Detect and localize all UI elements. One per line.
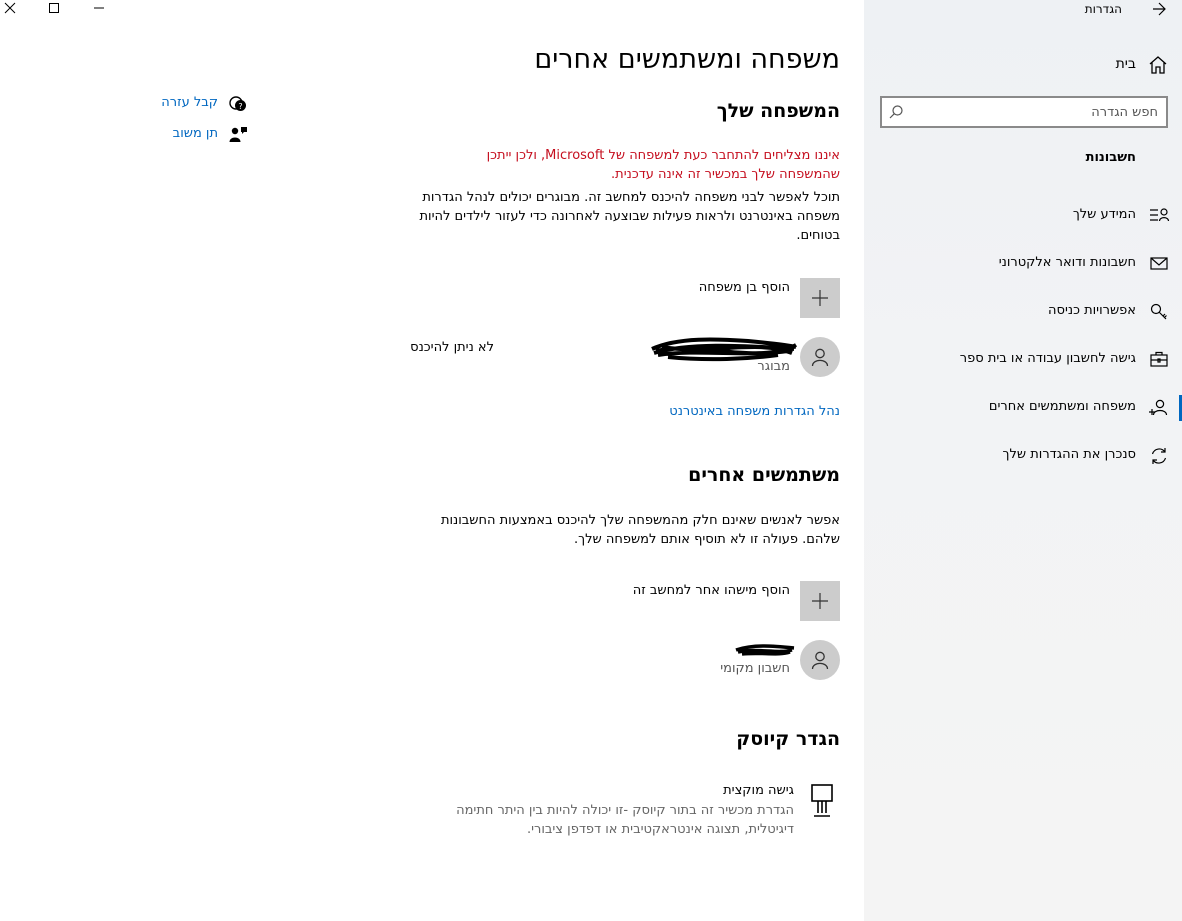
nav-item-label: גישה לחשבון עבודה או בית ספר (959, 351, 1136, 366)
mail-icon (1148, 254, 1170, 274)
other-users-description: אפשר לאנשים שאינם חלק מהמשפחה שלך להיכנס באמצעות החשבונות שלהם. פעולה זו לא תוסיף אותם למשפחה שלך. (440, 513, 840, 547)
page-title: משפחה ומשתמשים אחרים (534, 44, 840, 75)
sync-icon (1148, 446, 1170, 466)
local-user-row[interactable] (380, 640, 840, 684)
nav-item-email-accounts[interactable] (864, 249, 1182, 279)
person-card-icon (1148, 206, 1170, 226)
family-error-message: איננו מצליחים להתחבר כעת למשפחה של Microsoft, ולכן ייתכן שהמשפחה שלך במכשיר זה אינה עדכנית. (486, 148, 840, 182)
maximize-button[interactable] (44, 0, 64, 16)
family-member-status: לא ניתן להיכנס (410, 340, 494, 355)
home-icon (1148, 55, 1168, 75)
title-bar (864, 0, 1182, 20)
add-other-user-label: הוסף מישהו אחר למחשב זה (632, 583, 790, 598)
minimize-button[interactable] (89, 0, 109, 16)
search-icon (888, 104, 904, 120)
person-icon (810, 650, 830, 670)
settings-search[interactable] (880, 96, 1168, 128)
kiosk-heading: הגדר קיוסק (736, 728, 840, 750)
nav-home-label: בית (1115, 56, 1136, 72)
assigned-access-button[interactable] (380, 783, 840, 843)
help-chat-icon (228, 94, 248, 114)
family-description: תוכל לאפשר לבני משפחה להיכנס למחשב זה. מבוגרים יכולים לנהל הגדרות משפחה באינטרנט ולראות פעילות שבוצעה לאחרונה כדי לעזור לילדים להיות בטוחים. (419, 190, 840, 243)
close-button[interactable] (0, 0, 20, 16)
svg-text:?: ? (238, 102, 243, 111)
back-arrow-icon (1152, 2, 1166, 16)
add-family-member-label: הוסף בן משפחה (698, 280, 790, 295)
person-icon (810, 347, 830, 367)
back-button[interactable] (1148, 0, 1170, 18)
nav-item-label: סנכרן את ההגדרות שלך (1002, 447, 1136, 462)
nav-item-label: משפחה ומשתמשים אחרים (988, 399, 1136, 414)
nav-section-accounts: חשבונות (1085, 150, 1136, 165)
other-users-heading: משתמשים אחרים (688, 464, 840, 486)
feedback-icon (228, 125, 248, 145)
nav-item-label: אפשרויות כניסה (1048, 303, 1136, 318)
key-icon (1148, 302, 1170, 322)
family-heading: המשפחה שלך (716, 100, 840, 122)
assigned-access-description: הגדרת מכשיר זה בתור קיוסק -זו יכולה להיות בין היתר חתימה דיגיטלית, תצוגה אינטראקטיבית או דפדפן ציבורי. (456, 803, 794, 837)
manage-family-online-link[interactable]: נהל הגדרות משפחה באינטרנט (669, 404, 840, 419)
nav-item-family-other-users[interactable] (864, 393, 1182, 423)
add-tile (800, 581, 840, 621)
nav-home[interactable] (864, 54, 1182, 76)
add-tile (800, 278, 840, 318)
minimize-icon (93, 2, 105, 14)
close-icon (4, 2, 16, 14)
maximize-icon (48, 2, 60, 14)
person-add-icon (1148, 398, 1170, 418)
plus-icon (811, 592, 829, 610)
nav-item-sign-in-options[interactable] (864, 297, 1182, 327)
give-feedback-link[interactable] (146, 124, 256, 146)
search-input[interactable] (908, 98, 1158, 126)
get-help-label: קבל עזרה (161, 95, 218, 110)
nav-item-work-school[interactable] (864, 345, 1182, 375)
nav-item-label: חשבונות ודואר אלקטרוני (998, 255, 1136, 270)
app-title: הגדרות (1084, 2, 1122, 16)
redacted-name-scribble (734, 642, 796, 658)
settings-nav-pane (864, 0, 1182, 921)
give-feedback-label: תן משוב (172, 126, 218, 141)
window-controls (0, 0, 120, 18)
kiosk-icon (808, 783, 836, 819)
briefcase-icon (1148, 350, 1170, 370)
nav-item-label: המידע שלך (1072, 207, 1136, 222)
assigned-access-title: גישה מוקצית (723, 783, 794, 798)
nav-item-sync-settings[interactable] (864, 441, 1182, 471)
family-member-row[interactable] (380, 337, 840, 381)
family-member-role: מבוגר (757, 359, 790, 374)
add-other-user-button[interactable] (380, 581, 840, 623)
avatar (800, 337, 840, 377)
main-content (380, 0, 840, 921)
local-user-role: חשבון מקומי (720, 661, 790, 676)
nav-item-your-info[interactable] (864, 201, 1182, 231)
get-help-link[interactable] (146, 93, 256, 115)
add-family-member-button[interactable] (380, 278, 840, 320)
avatar (800, 640, 840, 680)
plus-icon (811, 289, 829, 307)
